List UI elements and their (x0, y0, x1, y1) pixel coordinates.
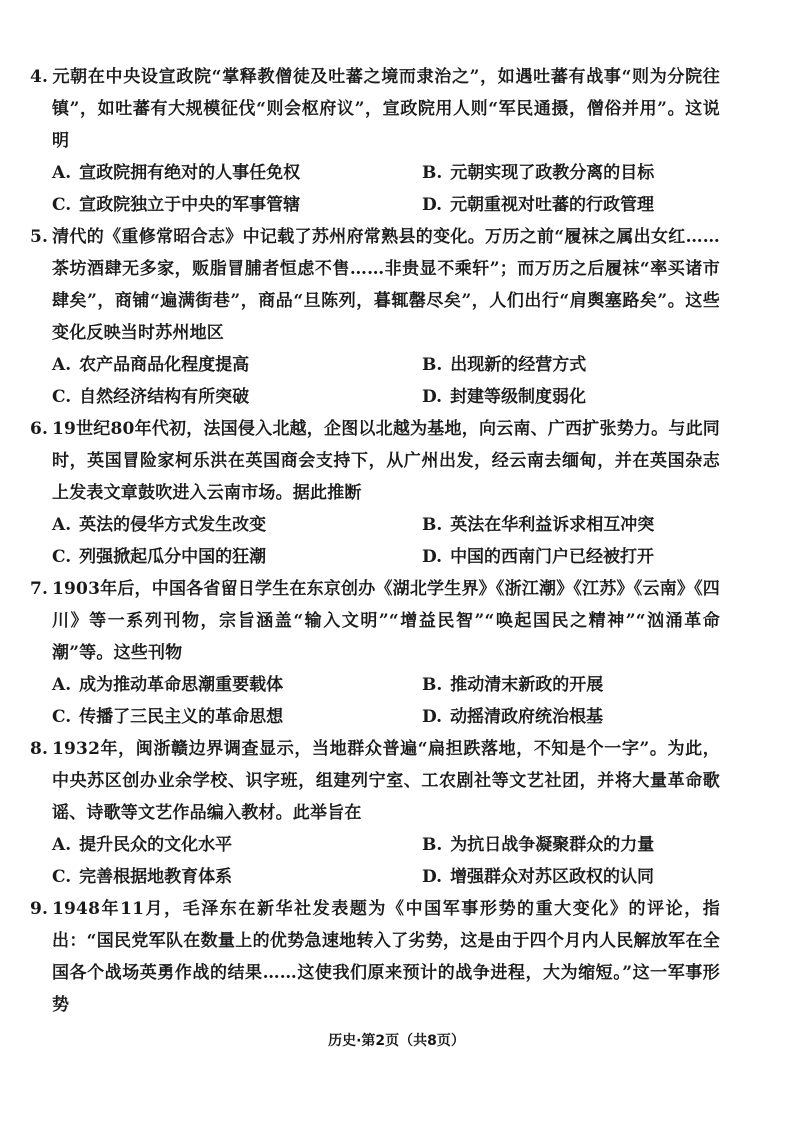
answer-option-c[interactable] (52, 701, 422, 733)
question-number: 4. (30, 67, 49, 87)
option-text: 为抗日战争凝聚群众的力量 (450, 835, 655, 855)
question-list (30, 61, 720, 1021)
answer-option-b[interactable] (422, 669, 752, 701)
question-stem (30, 893, 720, 1021)
question-text: 1932年，闽浙赣边界调查显示，当地群众普遍“扁担跌落地，不知是个一字”。为此，中央苏区创办业余学校、识字班，组建列宁室、工农剧社等文艺社团，并将大量革命歌谣、诗歌等文艺作品编入教材。此举旨在 (52, 739, 720, 823)
option-text: 中国的西南门户已经被打开 (450, 547, 655, 567)
answer-option-a[interactable] (52, 829, 422, 861)
option-text: 动摇清政府统治根基 (450, 707, 604, 727)
option-text: 元朝实现了政教分离的目标 (450, 163, 655, 183)
option-text: 封建等级制度弱化 (450, 387, 587, 407)
option-letter: B. (422, 835, 443, 855)
answer-option-c[interactable] (52, 189, 422, 221)
option-letter: A. (52, 515, 72, 535)
option-text: 增强群众对苏区政权的认同 (450, 867, 655, 887)
question-number: 5. (30, 227, 49, 247)
question-stem (30, 733, 720, 829)
option-text: 宣政院拥有绝对的人事任免权 (79, 163, 301, 183)
answer-options (30, 349, 720, 413)
option-text: 完善根据地教育体系 (79, 867, 233, 887)
answer-options (30, 829, 720, 893)
answer-option-b[interactable] (422, 509, 752, 541)
answer-option-c[interactable] (52, 541, 422, 573)
answer-option-a[interactable] (52, 157, 422, 189)
option-letter: A. (52, 355, 72, 375)
option-text: 元朝重视对吐蕃的行政管理 (450, 195, 655, 215)
question-number: 9. (30, 899, 49, 919)
option-letter: D. (422, 195, 443, 215)
option-text: 农产品商品化程度提高 (79, 355, 250, 375)
question-text: 清代的《重修常昭合志》中记载了苏州府常熟县的变化。万历之前“履袜之属出女红……茶坊酒肆无多家，贩脂冒脯者恒虑不售……非贵显不乘轩”；而万历之后履袜“率买诸市肆矣”，商铺“遍满街巷”，商品“旦陈列，暮辄罄尽矣”，人们出行“肩舆塞路矣”。这些变化反映当时苏州地区 (52, 227, 720, 343)
question-stem (30, 413, 720, 509)
answer-option-b[interactable] (422, 157, 752, 189)
option-letter: C. (52, 387, 72, 407)
answer-options (30, 509, 720, 573)
answer-option-a[interactable] (52, 509, 422, 541)
option-letter: C. (52, 195, 72, 215)
answer-option-c[interactable] (52, 381, 422, 413)
option-letter: B. (422, 515, 443, 535)
answer-option-d[interactable] (422, 381, 752, 413)
option-letter: D. (422, 707, 443, 727)
option-text: 出现新的经营方式 (450, 355, 587, 375)
question-text: 元朝在中央设宣政院“掌释教僧徒及吐蕃之境而隶治之”，如遇吐蕃有战事“则为分院往镇”，如吐蕃有大规模征伐“则会枢府议”，宣政院用人则“军民通摄，僧俗并用”。这说明 (52, 67, 720, 151)
option-text: 推动清末新政的开展 (450, 675, 604, 695)
option-text: 提升民众的文化水平 (79, 835, 233, 855)
option-text: 英法在华利益诉求相互冲突 (450, 515, 655, 535)
question-stem (30, 61, 720, 157)
question-number: 7. (30, 579, 49, 599)
answer-option-b[interactable] (422, 829, 752, 861)
option-letter: C. (52, 547, 72, 567)
question-text: 1948年11月，毛泽东在新华社发表题为《中国军事形势的重大变化》的评论，指出：“国民党军队在数量上的优势急速地转入了劣势，这是由于四个月内人民解放军在全国各个战场英勇作战的结果……这使我们原来预计的战争进程，大为缩短。”这一军事形势 (52, 899, 720, 1015)
question-number: 6. (30, 419, 49, 439)
answer-option-d[interactable] (422, 861, 752, 893)
option-letter: B. (422, 355, 443, 375)
option-letter: A. (52, 163, 72, 183)
question-5 (30, 221, 720, 413)
question-8 (30, 733, 720, 893)
question-9 (30, 893, 720, 1021)
answer-option-d[interactable] (422, 701, 752, 733)
option-letter: D. (422, 387, 443, 407)
question-stem (30, 573, 720, 669)
page-footer: 历史·第2页（共8页） (328, 1033, 465, 1049)
question-text: 19世纪80年代初，法国侵入北越，企图以北越为基地，向云南、广西扩张势力。与此同时，英国冒险家柯乐洪在英国商会支持下，从广州出发，经云南去缅甸，并在英国杂志上发表文章鼓吹进入云南市场。据此推断 (52, 419, 720, 503)
option-text: 列强掀起瓜分中国的狂潮 (79, 547, 267, 567)
answer-option-a[interactable] (52, 349, 422, 381)
option-text: 成为推动革命思潮重要载体 (79, 675, 284, 695)
option-text: 传播了三民主义的革命思想 (79, 707, 284, 727)
option-letter: D. (422, 867, 443, 887)
answer-options (30, 157, 720, 221)
option-text: 宣政院独立于中央的军事管辖 (79, 195, 301, 215)
answer-option-b[interactable] (422, 349, 752, 381)
answer-options (30, 669, 720, 733)
question-7 (30, 573, 720, 733)
option-letter: D. (422, 547, 443, 567)
answer-option-d[interactable] (422, 189, 752, 221)
answer-option-a[interactable] (52, 669, 422, 701)
question-6 (30, 413, 720, 573)
option-letter: C. (52, 707, 72, 727)
question-number: 8. (30, 739, 49, 759)
option-letter: C. (52, 867, 72, 887)
question-text: 1903年后，中国各省留日学生在东京创办《湖北学生界》《浙江潮》《江苏》《云南》《四川》等一系列刊物，宗旨涵盖“输入文明”“增益民智”“唤起国民之精神”“汹涌革命潮”等。这些刊物 (52, 579, 720, 663)
option-text: 英法的侵华方式发生改变 (79, 515, 267, 535)
answer-option-d[interactable] (422, 541, 752, 573)
answer-option-c[interactable] (52, 861, 422, 893)
question-stem (30, 221, 720, 349)
option-letter: B. (422, 675, 443, 695)
question-4 (30, 61, 720, 221)
option-letter: B. (422, 163, 443, 183)
option-text: 自然经济结构有所突破 (79, 387, 250, 407)
option-letter: A. (52, 835, 72, 855)
option-letter: A. (52, 675, 72, 695)
